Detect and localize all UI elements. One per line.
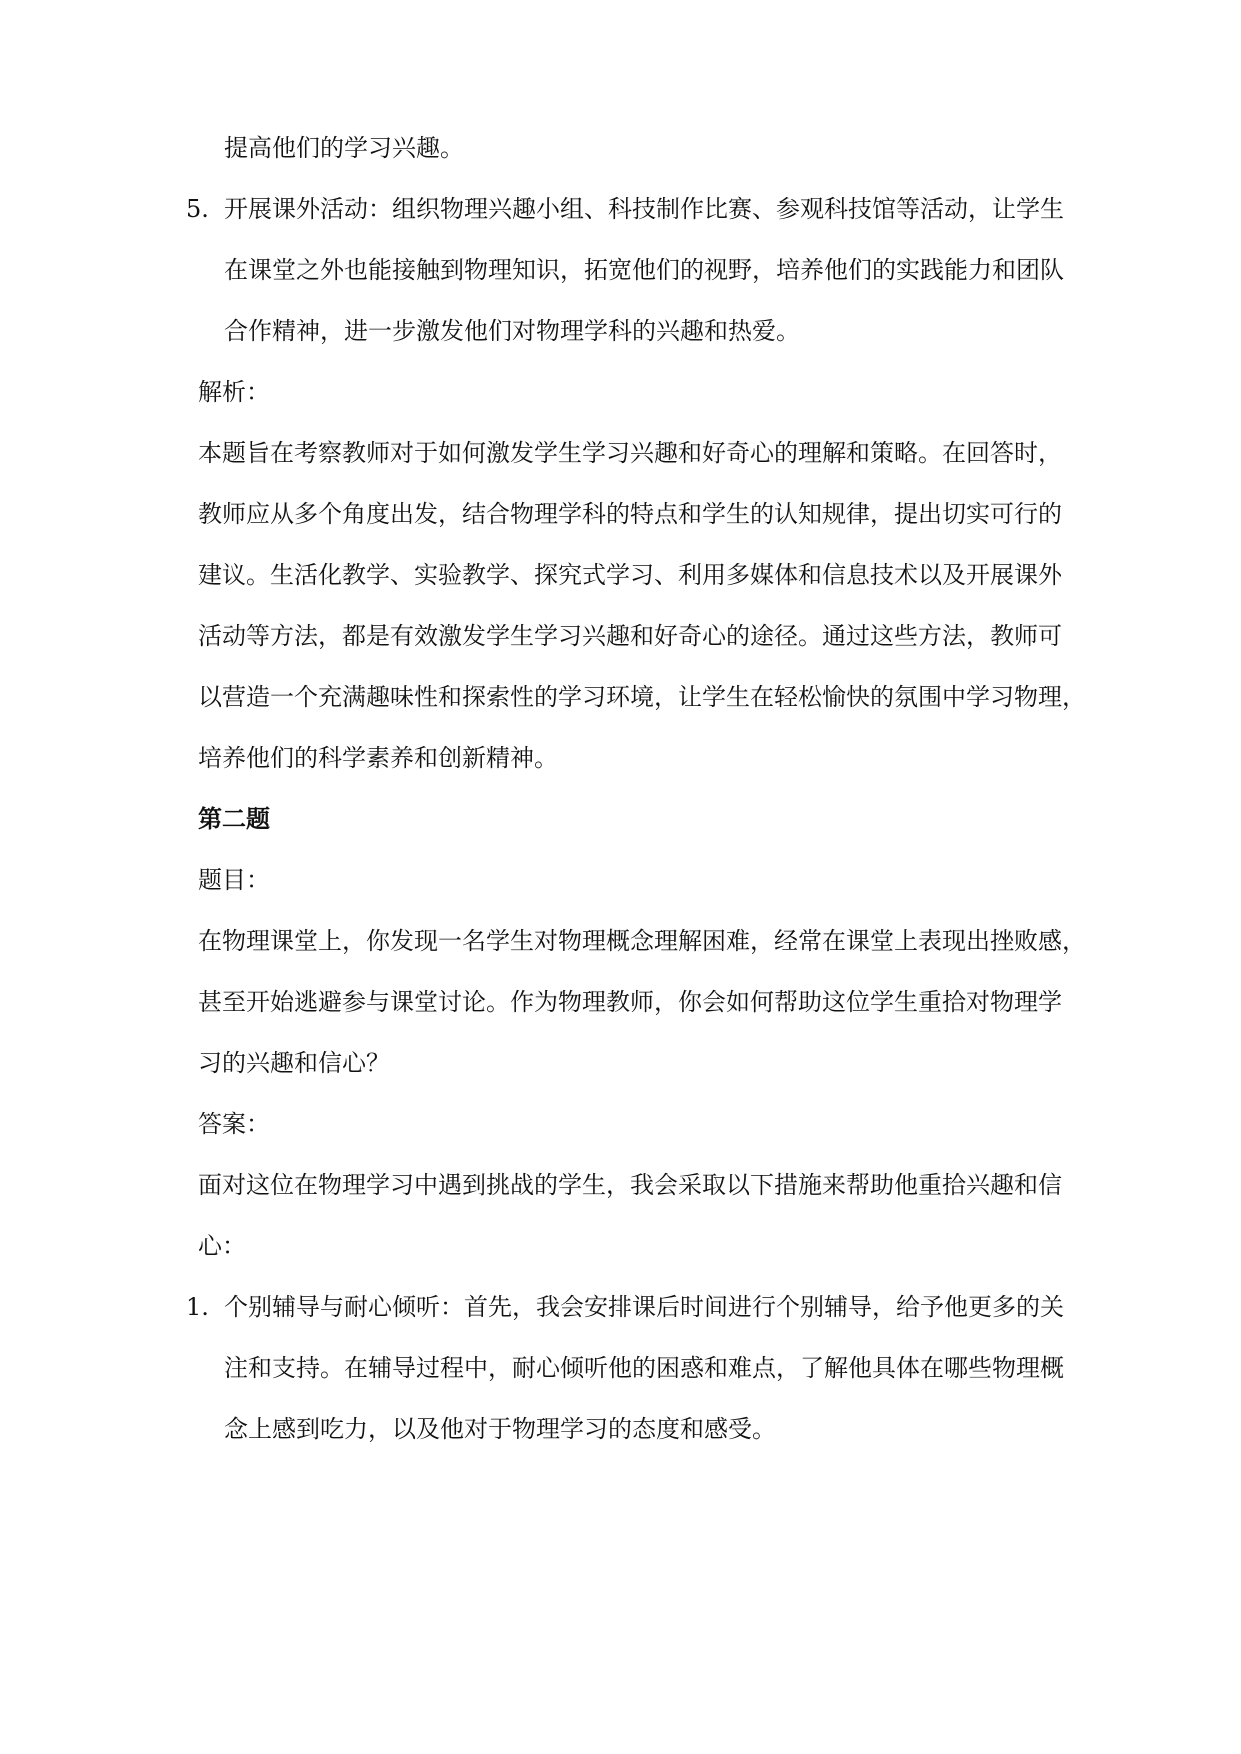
item1-line-3: 念上感到吃力，以及他对于物理学习的态度和感受。 [224, 1415, 776, 1443]
analysis-line-3: 建议。生活化教学、实验教学、探究式学习、利用多媒体和信息技术以及开展课外 [198, 561, 1062, 589]
item5-line-1: 开展课外活动：组织物理兴趣小组、科技制作比赛、参观科技馆等活动，让学生 [224, 195, 1064, 223]
item1-line-1: 个别辅导与耐心倾听：首先，我会安排课后时间进行个别辅导，给予他更多的关 [224, 1293, 1064, 1321]
analysis-line-4: 活动等方法，都是有效激发学生学习兴趣和好奇心的途径。通过这些方法，教师可 [198, 622, 1062, 650]
item5-number: 5. [186, 195, 209, 223]
item5-line-3: 合作精神，进一步激发他们对物理学科的兴趣和热爱。 [224, 317, 800, 345]
analysis-line-2: 教师应从多个角度出发，结合物理学科的特点和学生的认知规律，提出切实可行的 [198, 500, 1062, 528]
answer-label: 答案： [198, 1110, 270, 1138]
question-line-1: 在物理课堂上，你发现一名学生对物理概念理解困难，经常在课堂上表现出挫败感， [198, 927, 1086, 955]
item1-line-2: 注和支持。在辅导过程中，耐心倾听他的困惑和难点，了解他具体在哪些物理概 [224, 1354, 1064, 1382]
analysis-line-5: 以营造一个充满趣味性和探索性的学习环境，让学生在轻松愉快的氛围中学习物理， [198, 683, 1086, 711]
item1-number: 1. [186, 1293, 209, 1321]
analysis-line-1: 本题旨在考察教师对于如何激发学生学习兴趣和好奇心的理解和策略。在回答时， [198, 439, 1062, 467]
answer-intro-line-1: 面对这位在物理学习中遇到挑战的学生，我会采取以下措施来帮助他重拾兴趣和信 [198, 1171, 1062, 1199]
analysis-line-6: 培养他们的科学素养和创新精神。 [198, 744, 558, 772]
item4-continuation: 提高他们的学习兴趣。 [224, 134, 464, 162]
question-label: 题目： [198, 866, 270, 894]
analysis-label: 解析： [198, 378, 270, 406]
answer-intro-line-2: 心： [198, 1232, 246, 1260]
section-title: 第二题 [198, 804, 270, 833]
question-line-2: 甚至开始逃避参与课堂讨论。作为物理教师，你会如何帮助这位学生重拾对物理学 [198, 988, 1062, 1016]
question-line-3: 习的兴趣和信心？ [198, 1049, 390, 1077]
item5-line-2: 在课堂之外也能接触到物理知识，拓宽他们的视野，培养他们的实践能力和团队 [224, 256, 1064, 284]
